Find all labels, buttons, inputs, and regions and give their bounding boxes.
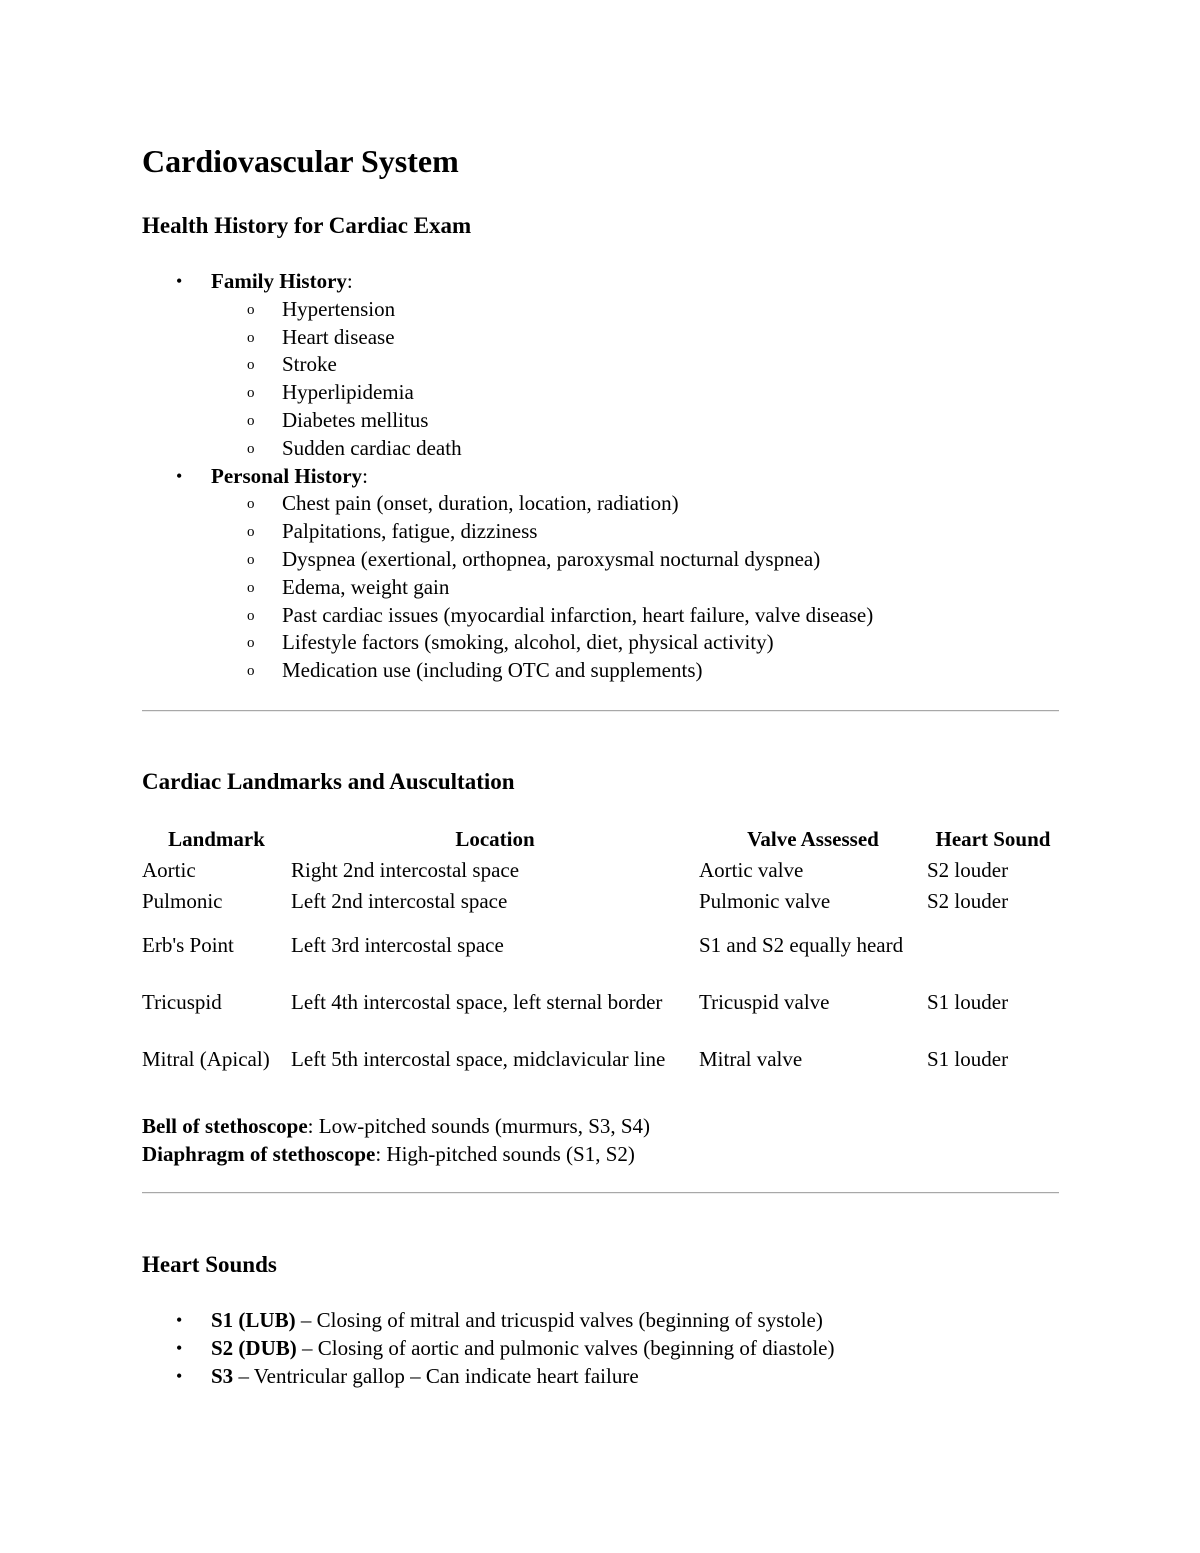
landmarks-heading: Cardiac Landmarks and Auscultation [142,769,515,794]
table-cell: Mitral valve [699,1046,803,1071]
circle-bullet-icon: o [247,551,255,568]
family-history-entry: o Diabetes mellitus [142,407,873,435]
column-header-valve: Valve Assessed [747,827,879,851]
table-cell: Aortic valve [699,857,804,882]
landmarks-table [142,824,1059,1087]
horizontal-rule [142,710,1059,712]
table-cell: Left 2nd intercostal space [291,888,508,913]
family-history-entry: o Hyperlipidemia [142,379,873,407]
personal-history-entry: o Lifestyle factors (smoking, alcohol, diet, physical activity) [142,629,873,657]
table-row [142,1030,1059,1087]
table-cell: S1 and S2 equally heard [699,932,904,957]
bullet-icon: • [176,1310,183,1330]
bullet-icon: • [176,1365,183,1386]
circle-bullet-icon: o [247,607,255,624]
bullet-icon: • [176,271,183,291]
bullet-icon: • [176,465,183,486]
heart-sound-item: • S2 (DUB) – Closing of aortic and pulmonic valves (beginning of diastole) [142,1335,835,1363]
table-row [142,885,1059,916]
personal-history-entry: o Chest pain (onset, duration, location, radiation) [142,490,873,518]
table-cell: Left 5th intercostal space, midclavicular line [291,1046,666,1071]
table-cell: Mitral (Apical) [142,1046,270,1071]
circle-bullet-icon: o [247,301,255,318]
health-history-heading: Health History for Cardiac Exam [142,213,472,238]
circle-bullet-icon: o [247,579,255,596]
personal-history-label: Personal History [211,463,363,488]
bell-note: Bell of stethoscope: Low-pitched sounds (murmurs, S3, S4) [142,1114,651,1138]
personal-history-entry: o Medication use (including OTC and supplements) [142,657,873,685]
bell-label: Bell of stethoscope [142,1114,308,1138]
table-cell: Left 3rd intercostal space [291,932,504,957]
column-header-landmark: Landmark [168,827,265,851]
family-history-entry: o Sudden cardiac death [142,435,873,463]
family-history-item: • Family History: [142,268,873,296]
horizontal-rule [142,1192,1059,1194]
table-cell: Tricuspid [142,989,222,1014]
circle-bullet-icon: o [247,329,255,346]
page-title: Cardiovascular System [142,143,459,179]
personal-history-item: • Personal History: [142,463,873,491]
circle-bullet-icon: o [247,357,255,374]
table-cell: Tricuspid valve [699,989,830,1014]
table-cell: S1 louder [927,989,1009,1014]
table-cell [927,916,1059,973]
heart-sound-item: • S1 (LUB) – Closing of mitral and tricuspid valves (beginning of systole) [142,1307,835,1335]
column-header-heart-sound: Heart Sound [935,827,1051,851]
heart-sounds-heading: Heart Sounds [142,1252,277,1277]
table-cell: Right 2nd intercostal space [291,857,520,882]
personal-history-entry: o Dyspnea (exertional, orthopnea, paroxysmal nocturnal dyspnea) [142,546,873,574]
bullet-icon: • [176,1337,183,1358]
table-header-row [142,824,1059,854]
personal-history-entry: o Palpitations, fatigue, dizziness [142,518,873,546]
table-cell: S1 louder [927,1046,1009,1071]
circle-bullet-icon: o [247,440,255,457]
table-row [142,916,1059,973]
personal-history-entry: o Edema, weight gain [142,574,873,602]
table-cell: Left 4th intercostal space, left sternal border [291,989,663,1014]
heart-sound-item: • S3 – Ventricular gallop – Can indicate heart failure [142,1363,835,1391]
heart-sounds-list [142,1307,835,1390]
circle-bullet-icon: o [247,412,255,429]
family-history-label: Family History [211,269,347,293]
table-cell: Pulmonic valve [699,888,831,913]
family-history-entry: o Stroke [142,351,873,379]
column-header-location: Location [455,827,535,851]
table-row [142,973,1059,1030]
health-history-list [142,268,873,685]
table-cell: Erb's Point [142,932,234,957]
table-cell: Aortic [142,857,196,882]
diaphragm-label: Diaphragm of stethoscope [142,1142,376,1166]
table-cell: S2 louder [927,888,1009,913]
circle-bullet-icon: o [247,663,255,680]
circle-bullet-icon: o [247,635,255,652]
family-history-entry: o Hypertension [142,296,873,324]
table-cell: S2 louder [927,857,1009,882]
circle-bullet-icon: o [247,524,255,541]
personal-history-entry: o Past cardiac issues (myocardial infarction, heart failure, valve disease) [142,602,873,630]
circle-bullet-icon: o [247,385,255,402]
table-row [142,854,1059,885]
table-cell: Pulmonic [142,888,223,913]
circle-bullet-icon: o [247,496,255,513]
family-history-entry: o Heart disease [142,324,873,352]
diaphragm-note: Diaphragm of stethoscope: High-pitched sounds (S1, S2) [142,1142,635,1166]
